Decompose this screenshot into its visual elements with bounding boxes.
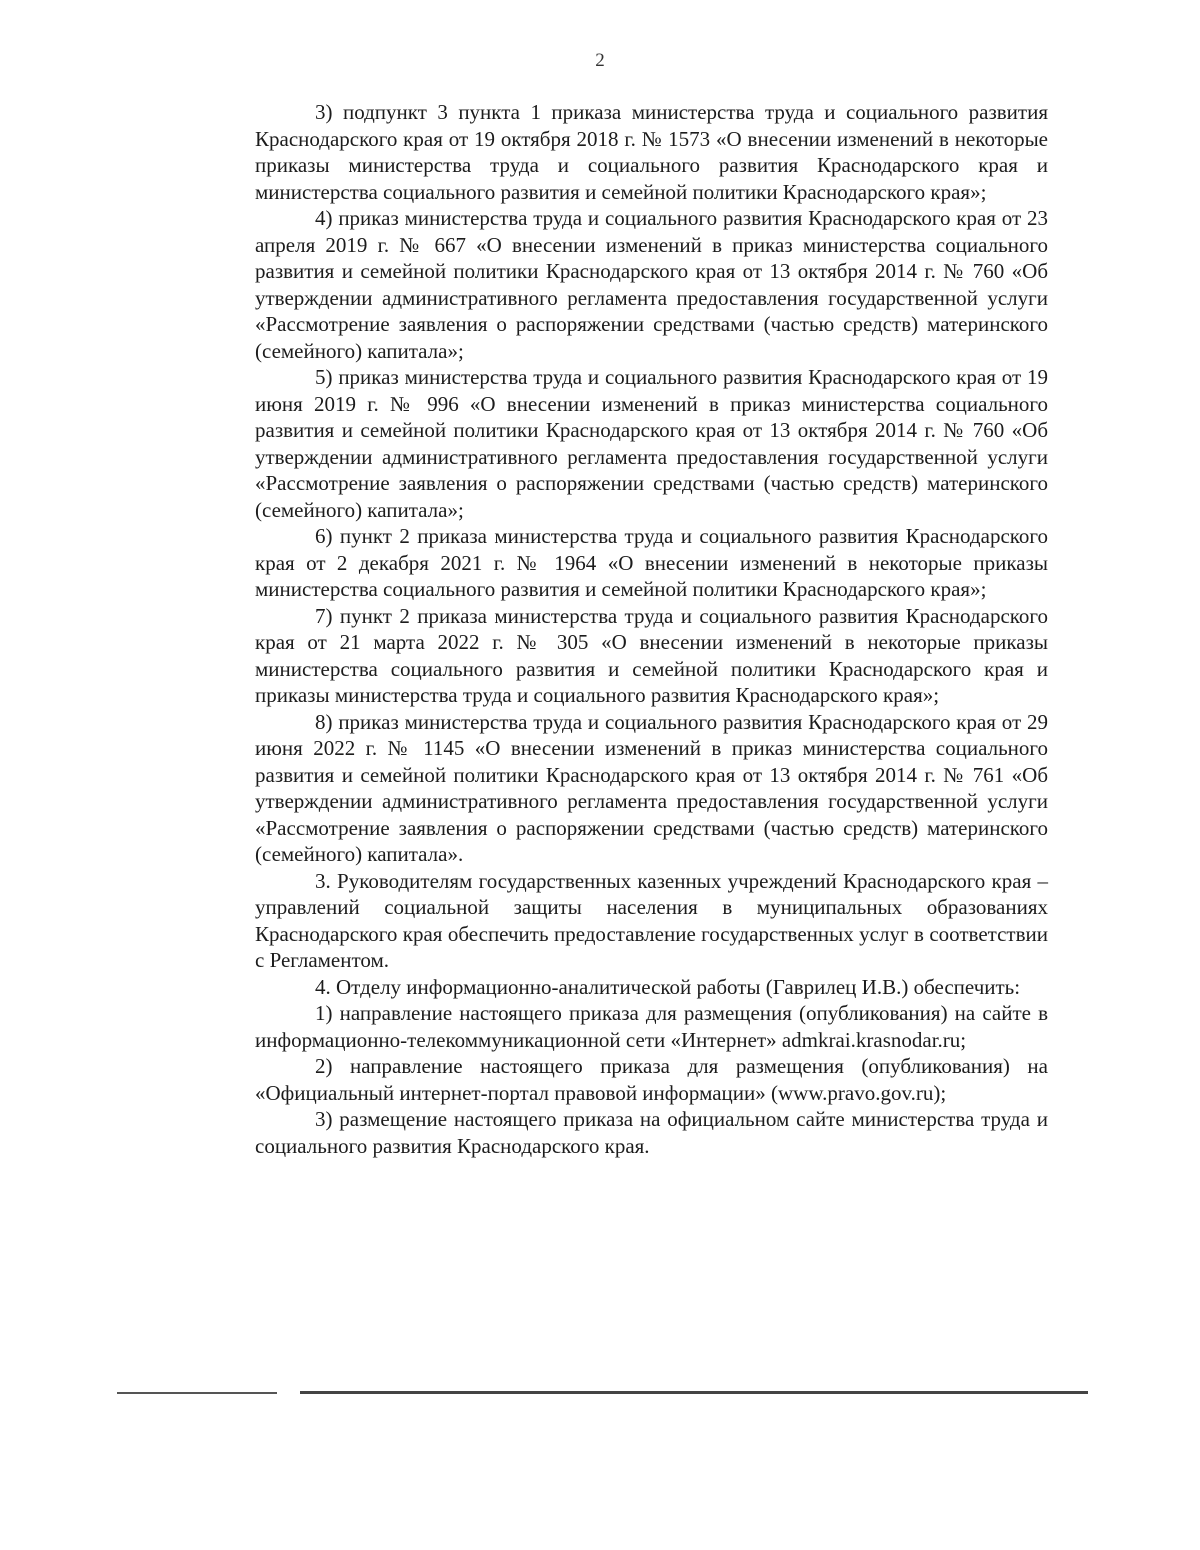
paragraph-item-8: 8) приказ министерства труда и социального развития Краснодарского края от 29 июня 2022 г. № 1145 «О внесении изменений в приказ министерства социального развития и семейной политики Краснодарского края от 13 октября 2014 г. № 761 «Об утверждении административного регламента предоставления государственной услуги «Рассмотрение заявления о распоряжении средствами (частью средств) материнского (семейного) капитала».	[255, 709, 1048, 866]
paragraph-item-5: 5) приказ министерства труда и социального развития Краснодарского края от 19 июня 2019 г. № 996 «О внесении изменений в приказ министерства социального развития и семейной политики Краснодарского края от 13 октября 2014 г. № 760 «Об утверждении административного регламента предоставления государственной услуги «Рассмотрение заявления о распоряжении средствами (частью средств) материнского (семейного) капитала»;	[255, 365, 1048, 522]
paragraph-section-3: 3. Руководителям государственных казенных учреждений Краснодарского края – управлений социальной защиты населения в муниципальных образованиях Краснодарского края обеспечить предоставление государственных услуг в соответствии с Регламентом.	[255, 868, 1048, 972]
paragraph-section-4: 4. Отделу информационно-аналитической работы (Гаврилец И.В.) обеспечить:	[315, 974, 1021, 999]
paragraph-subitem-3: 3) размещение настоящего приказа на официальном сайте министерства труда и социального развития Краснодарского края.	[255, 1107, 1048, 1158]
divider-line-left	[117, 1392, 277, 1394]
page-number: 2	[595, 50, 605, 71]
paragraph-item-6: 6) пункт 2 приказа министерства труда и социального развития Краснодарского края от 2 декабря 2021 г. № 1964 «О внесении изменений в некоторые приказы министерства социального развития и семейной политики Краснодарского края»;	[255, 524, 1048, 601]
divider-line-right	[300, 1391, 1088, 1394]
paragraph-item-7: 7) пункт 2 приказа министерства труда и социального развития Краснодарского края от 21 марта 2022 г. № 305 «О внесении изменений в некоторые приказы министерства социального развития и семейной политики Краснодарского края и приказы министерства труда и социального развития Краснодарского края»;	[255, 603, 1048, 707]
paragraph-subitem-2: 2) направление настоящего приказа для размещения (опубликования) на «Официальный интернет-портал правовой информации» (www.pravo.gov.ru);	[255, 1054, 1048, 1105]
paragraph-item-4: 4) приказ министерства труда и социального развития Краснодарского края от 23 апреля 2019 г. № 667 «О внесении изменений в приказ министерства социального развития и семейной политики Краснодарского края от 13 октября 2014 г. № 760 «Об утверждении административного регламента предоставления государственной услуги «Рассмотрение заявления о распоряжении средствами (частью средств) материнского (семейного) капитала»;	[255, 206, 1048, 363]
document-body	[255, 99, 1048, 1159]
paragraph-subitem-1: 1) направление настоящего приказа для размещения (опубликования) на сайте в информационно-телекоммуникационной сети «Интернет» admkrai.krasnodar.ru;	[255, 1001, 1048, 1052]
paragraph-item-3: 3) подпункт 3 пункта 1 приказа министерства труда и социального развития Краснодарского края от 19 октября 2018 г. № 1573 «О внесении изменений в некоторые приказы министерства труда и социального развития Краснодарского края и министерства социального развития и семейной политики Краснодарского края»;	[255, 100, 1048, 204]
